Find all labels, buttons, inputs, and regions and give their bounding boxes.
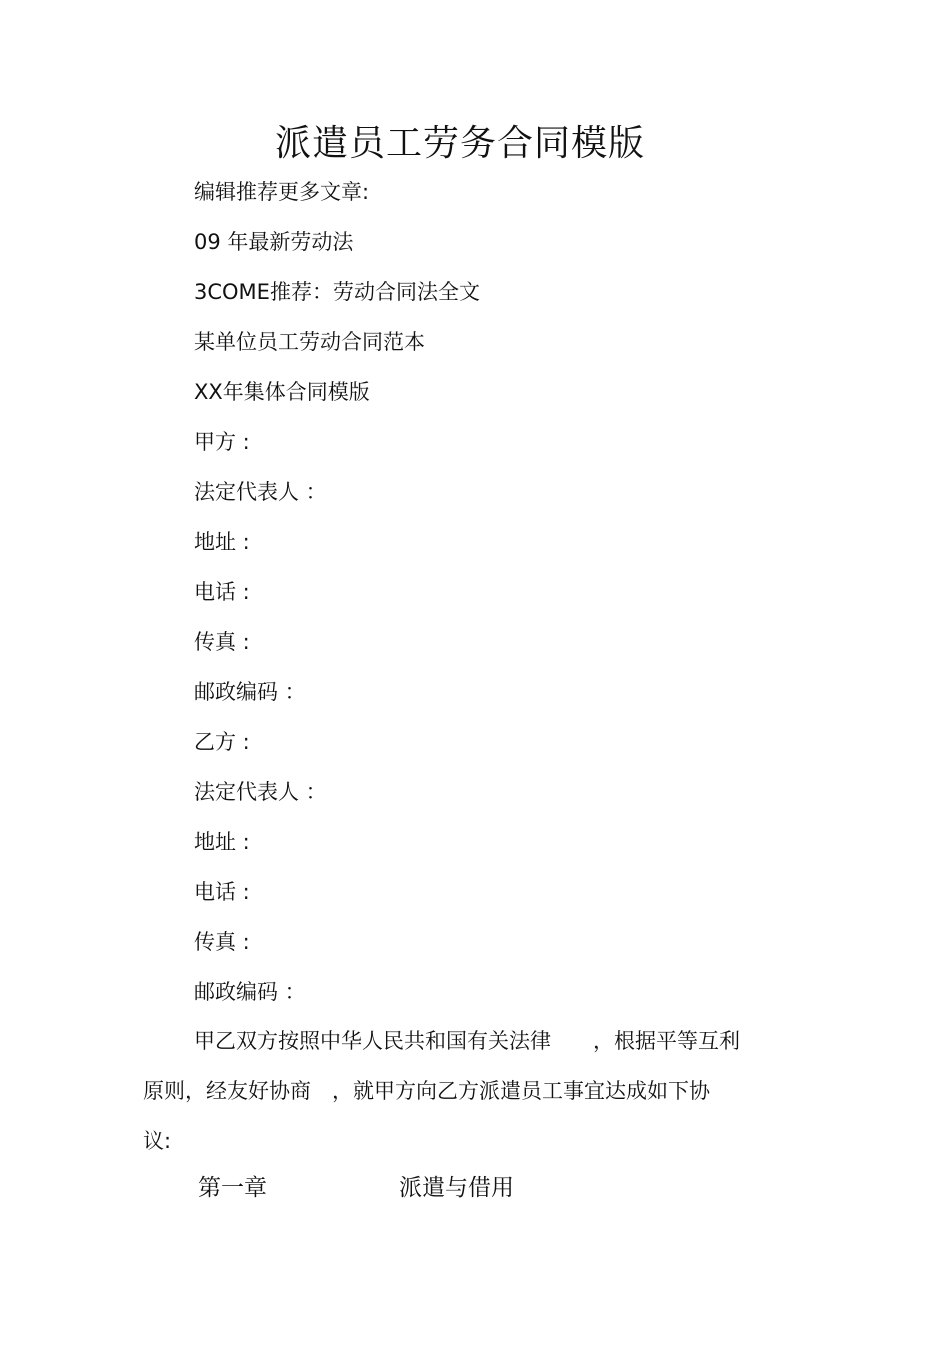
recommend-heading: 编辑推荐更多文章: bbox=[194, 180, 370, 204]
intro-paragraph-line: 原则，经友好协商 ，就甲方向乙方派遣员工事宜达成如下协 bbox=[143, 1079, 710, 1103]
chapter-number: 第一章 bbox=[198, 1175, 267, 1201]
party-a-postcode: 邮政编码 ： bbox=[194, 680, 306, 704]
recommend-item: 某单位员工劳动合同范本 bbox=[194, 330, 425, 354]
recommend-item: XX年集体合同模版 bbox=[194, 380, 370, 404]
party-b-legal-rep: 法定代表人 ： bbox=[194, 780, 327, 804]
recommend-item: 3COME推荐：劳动合同法全文 bbox=[194, 280, 480, 304]
intro-paragraph-line: 甲乙双方按照中华人民共和国有关法律 ，根据平等互利 bbox=[194, 1029, 740, 1053]
party-b-label: 乙方 : bbox=[194, 730, 250, 754]
party-a-fax: 传真 : bbox=[194, 630, 250, 654]
party-b-fax: 传真 : bbox=[194, 930, 250, 954]
party-a-phone: 电话 : bbox=[194, 580, 250, 604]
party-b-postcode: 邮政编码 ： bbox=[194, 980, 306, 1004]
document-title: 派遣员工劳务合同模版 bbox=[274, 123, 645, 164]
party-b-address: 地址 : bbox=[194, 830, 250, 854]
intro-paragraph-line: 议: bbox=[143, 1129, 172, 1153]
party-a-label: 甲方 : bbox=[194, 430, 250, 454]
party-a-legal-rep: 法定代表人 ： bbox=[194, 480, 327, 504]
party-b-phone: 电话 : bbox=[194, 880, 250, 904]
chapter-name: 派遣与借用 bbox=[399, 1175, 514, 1201]
recommend-item: 09 年最新劳动法 bbox=[194, 230, 354, 254]
party-a-address: 地址 : bbox=[194, 530, 250, 554]
